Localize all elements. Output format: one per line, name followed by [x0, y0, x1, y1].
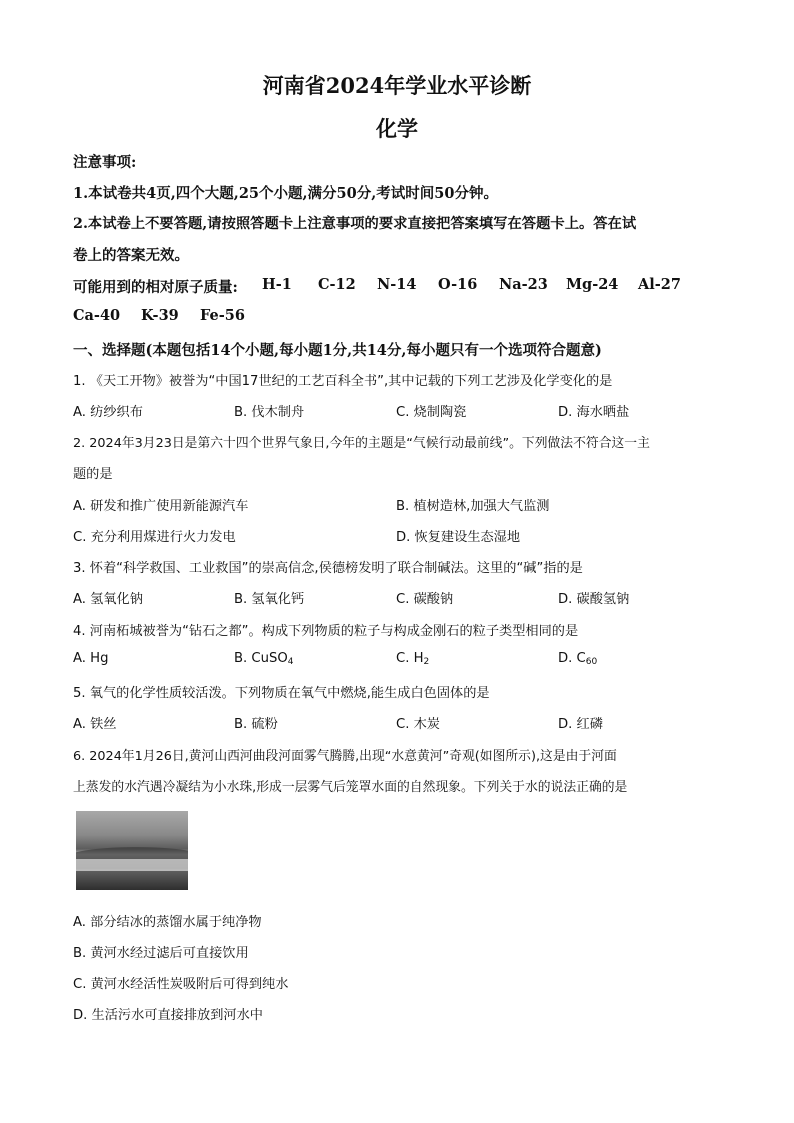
question-1-option-d: D. 海水晒盐 [558, 405, 630, 420]
question-6-option-a: A. 部分结冰的蒸馏水属于纯净物 [73, 915, 262, 930]
question-3-stem: 3. 怀着“科学救国、工业救国”的崇高信念,侯德榜发明了联合制碱法。这里的“碱”指的是 [73, 561, 583, 576]
question-2-option-b: B. 植树造林,加强大气监测 [396, 499, 550, 514]
question-1-option-a: A. 纺纱织布 [73, 405, 143, 420]
notice-item-2: 2.本试卷上不要答题,请按照答题卡上注意事项的要求直接把答案填写在答题卡上。答在试 [73, 216, 637, 232]
subject-title: 化学 [376, 116, 418, 141]
atomic-mass-mg: Mg-24 [566, 276, 619, 293]
photo-mist [76, 859, 188, 871]
question-2-option-a: A. 研发和推广使用新能源汽车 [73, 499, 249, 514]
question-5-option-b: B. 硫粉 [234, 717, 278, 732]
question-4-option-c: C. $H_2$ [396, 651, 430, 667]
question-3-option-a: A. 氢氧化钠 [73, 592, 143, 607]
yellow-river-fog-photo [76, 811, 188, 890]
question-2-stem-cont: 题的是 [73, 467, 113, 482]
question-3-option-c: C. 碳酸钠 [396, 592, 454, 607]
page-title: 河南省2024年学业水平诊断 [262, 73, 532, 98]
atomic-mass-na: Na-23 [499, 276, 548, 293]
notice-heading: 注意事项: [73, 154, 137, 171]
question-3-option-d: D. 碳酸氢钠 [558, 592, 630, 607]
atomic-mass-c: C-12 [318, 276, 356, 293]
atomic-mass-fe: Fe-56 [200, 307, 245, 324]
question-4-stem: 4. 河南柘城被誉为“钻石之都”。构成下列物质的粒子与构成金刚石的粒子类型相同的是 [73, 624, 579, 639]
question-1-stem: 1. 《天工开物》被誉为“中国17世纪的工艺百科全书”,其中记载的下列工艺涉及化学变化的是 [73, 374, 613, 389]
question-4-option-d: D. $C_{60}$ [558, 651, 598, 667]
question-4-option-b: B. CuSO$_4$ [234, 651, 294, 667]
atomic-mass-o: O-16 [438, 276, 478, 293]
notice-item-2-cont: 卷上的答案无效。 [73, 247, 189, 264]
question-2-option-c: C. 充分利用煤进行火力发电 [73, 530, 236, 545]
question-1-option-b: B. 伐木制舟 [234, 405, 305, 420]
question-4-option-a: A. Hg [73, 651, 109, 666]
question-6-option-b: B. 黄河水经过滤后可直接饮用 [73, 946, 249, 961]
atomic-mass-h: H-1 [262, 276, 292, 293]
question-5-option-d: D. 红磷 [558, 717, 603, 732]
notice-item-1: 1.本试卷共4页,四个大题,25个小题,满分50分,考试时间50分钟。 [73, 185, 498, 202]
question-2-stem: 2. 2024年3月23日是第六十四个世界气象日,今年的主题是“气候行动最前线”。下列做法不符合这一主 [73, 436, 650, 451]
question-6-option-d: D. 生活污水可直接排放到河水中 [73, 1008, 263, 1023]
atomic-mass-n: N-14 [377, 276, 417, 293]
question-6-stem-cont: 上蒸发的水汽遇冷凝结为小水珠,形成一层雾气后笼罩水面的自然现象。下列关于水的说法正确的是 [73, 780, 628, 795]
question-6-stem: 6. 2024年1月26日,黄河山西河曲段河面雾气腾腾,出现“水意黄河”奇观(如图所示),这是由于河面 [73, 749, 617, 764]
question-1-option-c: C. 烧制陶瓷 [396, 405, 467, 420]
atomic-mass-label: 可能用到的相对原子质量: [73, 279, 238, 296]
atomic-mass-ca: Ca-40 [73, 307, 121, 324]
section-heading: 一、选择题(本题包括14个小题,每小题1分,共14分,每小题只有一个选项符合题意) [73, 342, 602, 359]
question-6-option-c: C. 黄河水经活性炭吸附后可得到纯水 [73, 977, 289, 992]
question-5-stem: 5. 氧气的化学性质较活泼。下列物质在氧气中燃烧,能生成白色固体的是 [73, 686, 490, 701]
question-3-option-b: B. 氢氧化钙 [234, 592, 305, 607]
question-5-option-c: C. 木炭 [396, 717, 440, 732]
question-2-option-d: D. 恢复建设生态湿地 [396, 530, 521, 545]
question-5-option-a: A. 铁丝 [73, 717, 117, 732]
atomic-mass-k: K-39 [141, 307, 179, 324]
atomic-mass-al: Al-27 [638, 276, 681, 293]
